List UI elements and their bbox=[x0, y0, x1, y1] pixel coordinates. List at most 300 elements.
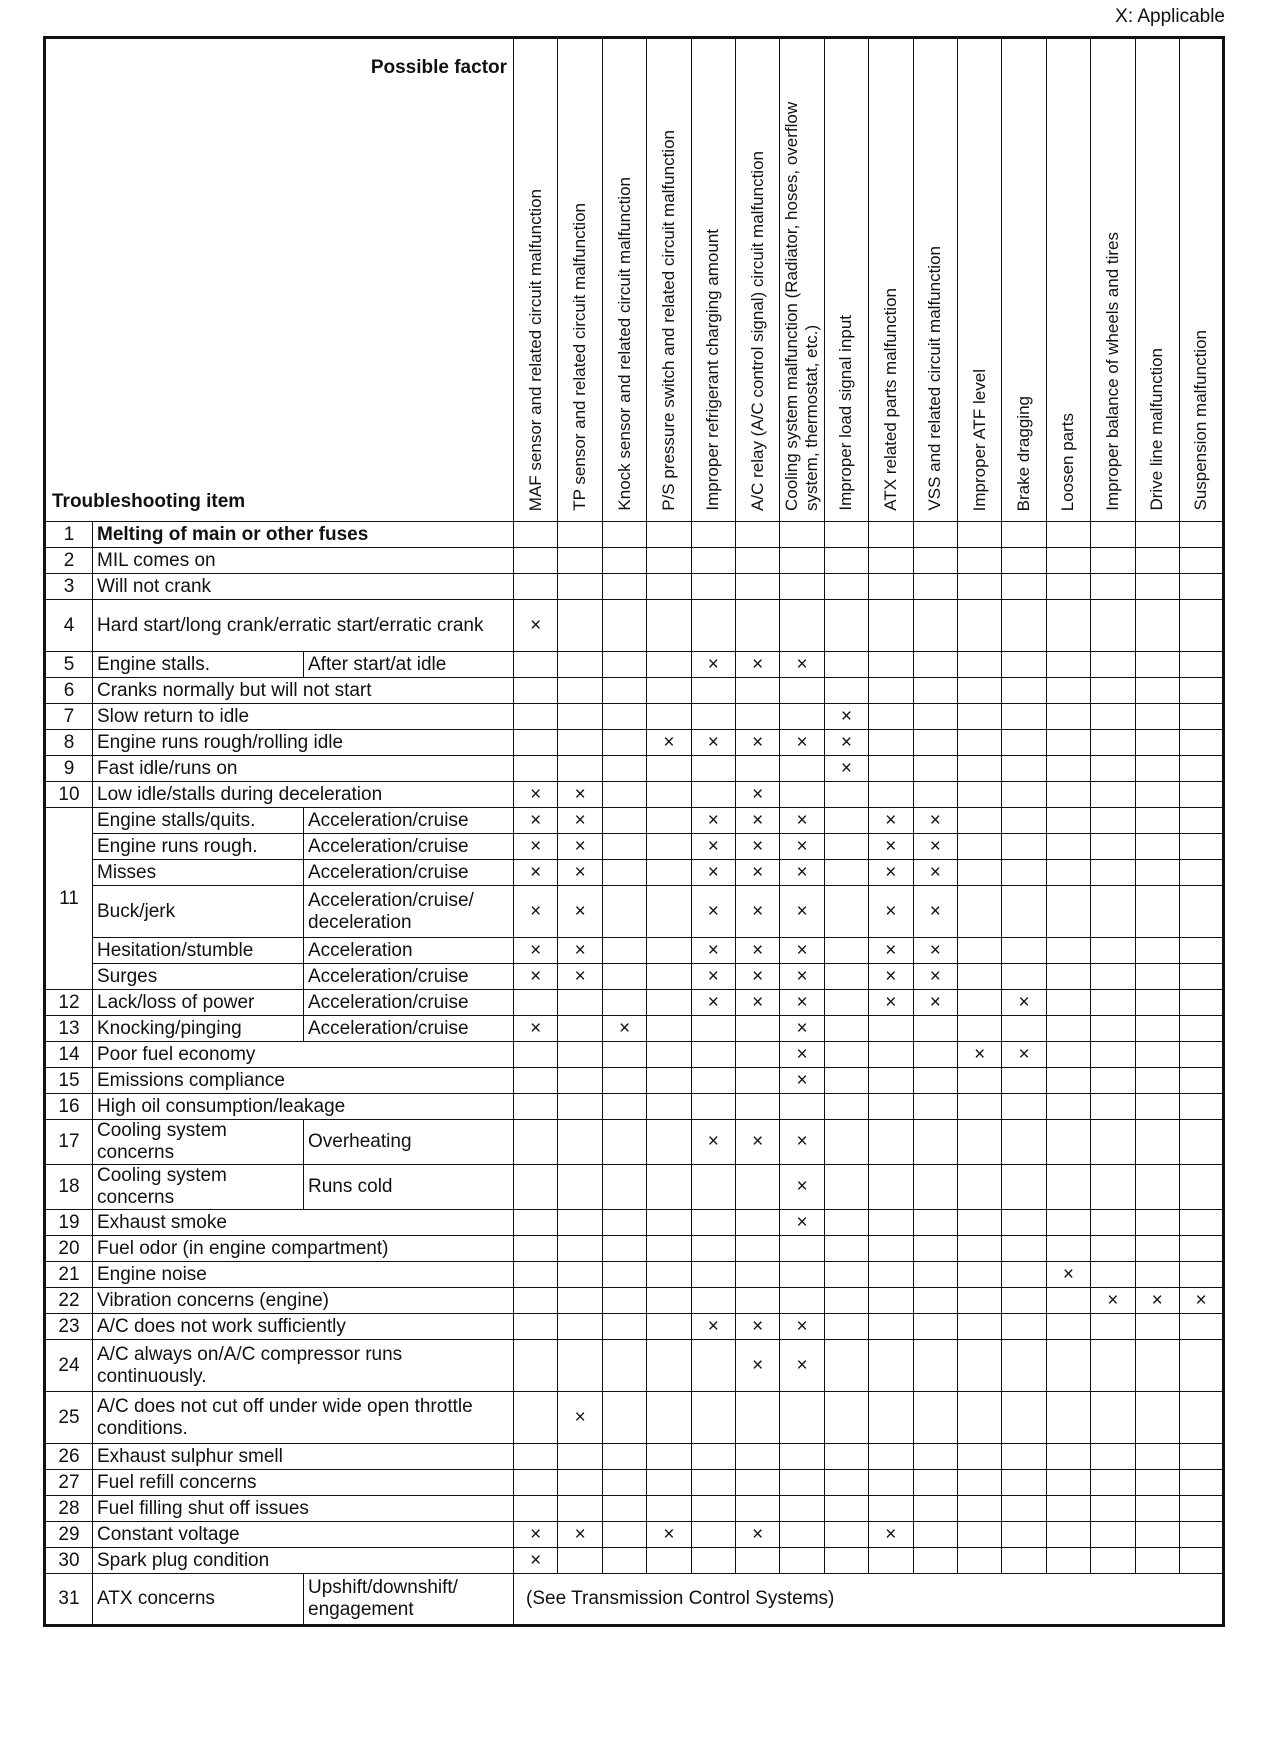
matrix-cell bbox=[1179, 1094, 1223, 1120]
matrix-cell bbox=[780, 600, 824, 652]
matrix-cell bbox=[691, 1068, 735, 1094]
matrix-cell bbox=[869, 1470, 913, 1496]
matrix-cell bbox=[869, 522, 913, 548]
matrix-cell bbox=[1002, 548, 1046, 574]
item-description: Constant voltage bbox=[93, 1522, 514, 1548]
factor-label: P/S pressure switch and related circuit malfunction bbox=[658, 130, 678, 511]
matrix-cell bbox=[913, 652, 957, 678]
matrix-cell bbox=[602, 678, 646, 704]
matrix-cell bbox=[957, 1314, 1001, 1340]
matrix-cell bbox=[602, 548, 646, 574]
matrix-cell bbox=[735, 1165, 779, 1210]
matrix-cell bbox=[957, 1522, 1001, 1548]
applicable-mark: × bbox=[780, 1016, 824, 1042]
matrix-cell bbox=[1179, 938, 1223, 964]
factor-label: Cooling system malfunction (Radiator, hoses, overflow system, thermostat, etc.) bbox=[782, 101, 822, 511]
matrix-cell bbox=[824, 1042, 868, 1068]
matrix-cell bbox=[824, 1068, 868, 1094]
matrix-cell bbox=[647, 1470, 691, 1496]
item-condition: Acceleration/cruise bbox=[304, 834, 514, 860]
matrix-cell bbox=[647, 1288, 691, 1314]
table-row bbox=[45, 860, 1224, 886]
matrix-cell bbox=[1135, 704, 1179, 730]
matrix-cell bbox=[558, 730, 602, 756]
matrix-cell bbox=[1002, 964, 1046, 990]
item-description: Cooling system concerns bbox=[93, 1120, 304, 1165]
factor-header bbox=[1091, 38, 1135, 522]
matrix-cell bbox=[691, 1288, 735, 1314]
matrix-cell bbox=[1091, 704, 1135, 730]
item-number: 6 bbox=[45, 678, 93, 704]
item-description: Surges bbox=[93, 964, 304, 990]
matrix-cell bbox=[780, 1262, 824, 1288]
applicable-mark: × bbox=[780, 938, 824, 964]
applicable-mark: × bbox=[780, 1314, 824, 1340]
matrix-cell bbox=[1135, 782, 1179, 808]
matrix-cell bbox=[1002, 652, 1046, 678]
matrix-cell bbox=[1135, 600, 1179, 652]
applicable-mark: × bbox=[514, 1548, 558, 1574]
factor-label: Improper balance of wheels and tires bbox=[1102, 232, 1122, 511]
applicable-mark: × bbox=[735, 860, 779, 886]
matrix-cell bbox=[1179, 756, 1223, 782]
matrix-cell bbox=[558, 600, 602, 652]
matrix-cell bbox=[869, 678, 913, 704]
matrix-cell bbox=[735, 574, 779, 600]
matrix-cell bbox=[869, 1262, 913, 1288]
matrix-cell bbox=[558, 1094, 602, 1120]
matrix-cell bbox=[1179, 1236, 1223, 1262]
matrix-cell bbox=[1135, 1444, 1179, 1470]
matrix-cell bbox=[1179, 808, 1223, 834]
matrix-cell bbox=[602, 938, 646, 964]
matrix-cell bbox=[957, 652, 1001, 678]
matrix-cell bbox=[1179, 1392, 1223, 1444]
matrix-cell bbox=[647, 1548, 691, 1574]
matrix-cell bbox=[780, 1548, 824, 1574]
item-number: 11 bbox=[45, 808, 93, 990]
applicable-mark: × bbox=[735, 808, 779, 834]
matrix-cell bbox=[824, 1392, 868, 1444]
item-number: 19 bbox=[45, 1210, 93, 1236]
applicable-mark: × bbox=[780, 652, 824, 678]
matrix-cell bbox=[1135, 860, 1179, 886]
factor-header bbox=[1135, 38, 1179, 522]
matrix-cell bbox=[1179, 782, 1223, 808]
matrix-cell bbox=[1002, 1548, 1046, 1574]
factor-header bbox=[957, 38, 1001, 522]
table-row bbox=[45, 1068, 1224, 1094]
matrix-cell bbox=[1179, 600, 1223, 652]
matrix-cell bbox=[824, 1340, 868, 1392]
applicable-mark: × bbox=[691, 730, 735, 756]
matrix-cell bbox=[602, 1236, 646, 1262]
matrix-cell bbox=[869, 1548, 913, 1574]
matrix-cell bbox=[1046, 600, 1090, 652]
matrix-cell bbox=[735, 678, 779, 704]
item-number: 27 bbox=[45, 1470, 93, 1496]
matrix-cell bbox=[913, 1496, 957, 1522]
matrix-cell bbox=[869, 1392, 913, 1444]
matrix-cell bbox=[602, 1210, 646, 1236]
matrix-cell bbox=[1179, 574, 1223, 600]
matrix-cell bbox=[1002, 574, 1046, 600]
applicable-mark: × bbox=[869, 1522, 913, 1548]
matrix-cell bbox=[1091, 600, 1135, 652]
item-condition: Overheating bbox=[304, 1120, 514, 1165]
item-description: Fuel refill concerns bbox=[93, 1470, 514, 1496]
matrix-cell bbox=[1046, 1340, 1090, 1392]
matrix-cell bbox=[824, 1314, 868, 1340]
matrix-cell bbox=[691, 1016, 735, 1042]
item-description: Engine runs rough. bbox=[93, 834, 304, 860]
matrix-cell bbox=[1046, 730, 1090, 756]
factor-header bbox=[869, 38, 913, 522]
applicable-mark: × bbox=[691, 1120, 735, 1165]
matrix-cell bbox=[514, 1210, 558, 1236]
item-description: High oil consumption/leakage bbox=[93, 1094, 514, 1120]
matrix-cell bbox=[1135, 678, 1179, 704]
matrix-cell bbox=[558, 756, 602, 782]
matrix-cell bbox=[1179, 1340, 1223, 1392]
matrix-cell bbox=[647, 1392, 691, 1444]
matrix-cell bbox=[602, 808, 646, 834]
matrix-cell bbox=[691, 1522, 735, 1548]
applicable-mark: × bbox=[558, 964, 602, 990]
applicable-mark: × bbox=[514, 782, 558, 808]
matrix-cell bbox=[1002, 1522, 1046, 1548]
applicable-mark: × bbox=[1002, 1042, 1046, 1068]
matrix-cell bbox=[514, 1042, 558, 1068]
matrix-cell bbox=[735, 1262, 779, 1288]
matrix-cell bbox=[1046, 1288, 1090, 1314]
matrix-cell bbox=[1179, 834, 1223, 860]
item-description: A/C does not work sufficiently bbox=[93, 1314, 514, 1340]
matrix-cell bbox=[647, 704, 691, 730]
matrix-cell bbox=[735, 1548, 779, 1574]
matrix-cell bbox=[602, 1340, 646, 1392]
item-number: 3 bbox=[45, 574, 93, 600]
factor-label: Drive line malfunction bbox=[1147, 348, 1167, 511]
item-description: A/C always on/A/C compressor runs continuously. bbox=[93, 1340, 514, 1392]
matrix-cell bbox=[558, 678, 602, 704]
matrix-cell bbox=[1046, 1120, 1090, 1165]
matrix-cell bbox=[913, 1165, 957, 1210]
matrix-cell bbox=[602, 782, 646, 808]
matrix-cell bbox=[647, 1165, 691, 1210]
applicable-mark: × bbox=[514, 1522, 558, 1548]
header-row bbox=[45, 38, 1224, 522]
matrix-cell bbox=[691, 1094, 735, 1120]
matrix-cell bbox=[957, 756, 1001, 782]
applicable-mark: × bbox=[735, 834, 779, 860]
matrix-cell bbox=[869, 782, 913, 808]
matrix-cell bbox=[647, 964, 691, 990]
matrix-cell bbox=[1046, 756, 1090, 782]
matrix-cell bbox=[1091, 808, 1135, 834]
table-row bbox=[45, 756, 1224, 782]
matrix-cell bbox=[1046, 678, 1090, 704]
matrix-cell bbox=[824, 834, 868, 860]
matrix-cell bbox=[824, 1288, 868, 1314]
item-condition: Acceleration bbox=[304, 938, 514, 964]
matrix-cell bbox=[647, 574, 691, 600]
item-description: Engine noise bbox=[93, 1262, 514, 1288]
matrix-cell bbox=[558, 1120, 602, 1165]
matrix-cell bbox=[1002, 1165, 1046, 1210]
matrix-cell bbox=[824, 938, 868, 964]
item-description: Misses bbox=[93, 860, 304, 886]
matrix-cell bbox=[957, 990, 1001, 1016]
matrix-cell bbox=[514, 1288, 558, 1314]
applicable-mark: × bbox=[514, 964, 558, 990]
matrix-cell bbox=[1179, 548, 1223, 574]
matrix-cell bbox=[1046, 652, 1090, 678]
matrix-cell bbox=[647, 1496, 691, 1522]
matrix-cell bbox=[1091, 652, 1135, 678]
item-description: Exhaust smoke bbox=[93, 1210, 514, 1236]
matrix-cell bbox=[602, 1120, 646, 1165]
matrix-cell bbox=[1002, 1444, 1046, 1470]
matrix-cell bbox=[647, 1094, 691, 1120]
applicable-mark: × bbox=[735, 1522, 779, 1548]
item-number: 12 bbox=[45, 990, 93, 1016]
matrix-cell bbox=[691, 1236, 735, 1262]
matrix-cell bbox=[735, 1496, 779, 1522]
item-description: Engine stalls/quits. bbox=[93, 808, 304, 834]
matrix-cell bbox=[869, 1288, 913, 1314]
item-number: 29 bbox=[45, 1522, 93, 1548]
matrix-cell bbox=[602, 756, 646, 782]
matrix-cell bbox=[1179, 1016, 1223, 1042]
matrix-cell bbox=[1002, 522, 1046, 548]
matrix-cell bbox=[780, 1236, 824, 1262]
matrix-cell bbox=[558, 522, 602, 548]
matrix-cell bbox=[602, 1094, 646, 1120]
matrix-cell bbox=[1091, 1496, 1135, 1522]
matrix-cell bbox=[869, 730, 913, 756]
matrix-cell bbox=[558, 1165, 602, 1210]
matrix-cell bbox=[824, 1165, 868, 1210]
applicable-mark: × bbox=[735, 1120, 779, 1165]
item-description: Low idle/stalls during deceleration bbox=[93, 782, 514, 808]
table-row bbox=[45, 1314, 1224, 1340]
matrix-cell bbox=[1179, 1314, 1223, 1340]
table-row bbox=[45, 1522, 1224, 1548]
item-condition: Acceleration/cruise bbox=[304, 860, 514, 886]
factor-header bbox=[602, 38, 646, 522]
applicable-mark: × bbox=[647, 730, 691, 756]
matrix-cell bbox=[735, 704, 779, 730]
applicable-mark: × bbox=[558, 1392, 602, 1444]
item-description: Hard start/long crank/erratic start/erratic crank bbox=[93, 600, 514, 652]
factor-header bbox=[647, 38, 691, 522]
matrix-cell bbox=[602, 1496, 646, 1522]
matrix-cell bbox=[957, 1496, 1001, 1522]
matrix-cell bbox=[1091, 1094, 1135, 1120]
item-description: Poor fuel economy bbox=[93, 1042, 514, 1068]
applicable-mark: × bbox=[735, 1340, 779, 1392]
matrix-cell bbox=[1046, 808, 1090, 834]
matrix-cell bbox=[602, 600, 646, 652]
matrix-cell bbox=[647, 990, 691, 1016]
matrix-cell bbox=[1135, 886, 1179, 938]
matrix-cell bbox=[514, 522, 558, 548]
table-row bbox=[45, 808, 1224, 834]
matrix-cell bbox=[1091, 782, 1135, 808]
matrix-cell bbox=[1179, 652, 1223, 678]
matrix-cell bbox=[1135, 1522, 1179, 1548]
matrix-cell bbox=[1135, 1262, 1179, 1288]
matrix-cell bbox=[1135, 574, 1179, 600]
matrix-cell bbox=[735, 1068, 779, 1094]
matrix-cell bbox=[602, 1522, 646, 1548]
table-row bbox=[45, 938, 1224, 964]
item-description: Knocking/pinging bbox=[93, 1016, 304, 1042]
applicable-mark: × bbox=[824, 730, 868, 756]
matrix-cell bbox=[1179, 1068, 1223, 1094]
item-number: 21 bbox=[45, 1262, 93, 1288]
table-row bbox=[45, 678, 1224, 704]
matrix-cell bbox=[1002, 1210, 1046, 1236]
matrix-cell bbox=[558, 1016, 602, 1042]
item-number: 8 bbox=[45, 730, 93, 756]
matrix-cell bbox=[1091, 1016, 1135, 1042]
matrix-cell bbox=[1046, 1068, 1090, 1094]
matrix-cell bbox=[1179, 1210, 1223, 1236]
matrix-cell bbox=[691, 1042, 735, 1068]
matrix-cell bbox=[913, 1068, 957, 1094]
matrix-cell bbox=[1091, 522, 1135, 548]
matrix-cell bbox=[824, 1016, 868, 1042]
item-number: 23 bbox=[45, 1314, 93, 1340]
matrix-cell bbox=[647, 678, 691, 704]
matrix-cell bbox=[514, 1444, 558, 1470]
matrix-cell bbox=[1091, 1210, 1135, 1236]
item-description: Lack/loss of power bbox=[93, 990, 304, 1016]
matrix-cell bbox=[1179, 990, 1223, 1016]
applicable-mark: × bbox=[780, 964, 824, 990]
matrix-cell bbox=[558, 990, 602, 1016]
matrix-cell bbox=[957, 964, 1001, 990]
matrix-cell bbox=[1091, 1392, 1135, 1444]
applicable-mark: × bbox=[691, 834, 735, 860]
matrix-cell bbox=[824, 1094, 868, 1120]
matrix-cell bbox=[1046, 1094, 1090, 1120]
matrix-cell bbox=[780, 704, 824, 730]
applicable-mark: × bbox=[780, 1210, 824, 1236]
matrix-cell bbox=[514, 1068, 558, 1094]
applicable-mark: × bbox=[869, 886, 913, 938]
matrix-cell bbox=[514, 652, 558, 678]
factor-label: Improper ATF level bbox=[969, 368, 989, 511]
matrix-cell bbox=[957, 1548, 1001, 1574]
matrix-cell bbox=[735, 1288, 779, 1314]
item-number: 26 bbox=[45, 1444, 93, 1470]
legend-applicable: X: Applicable bbox=[1115, 6, 1225, 27]
matrix-cell bbox=[824, 1210, 868, 1236]
matrix-cell bbox=[647, 1340, 691, 1392]
matrix-cell bbox=[957, 730, 1001, 756]
matrix-cell bbox=[824, 886, 868, 938]
table-row bbox=[45, 1210, 1224, 1236]
matrix-cell bbox=[1046, 1314, 1090, 1340]
matrix-cell bbox=[1046, 1210, 1090, 1236]
factor-header bbox=[735, 38, 779, 522]
matrix-cell bbox=[780, 756, 824, 782]
matrix-cell bbox=[824, 678, 868, 704]
table-row bbox=[45, 886, 1224, 938]
matrix-cell bbox=[602, 1042, 646, 1068]
factor-header bbox=[514, 38, 558, 522]
applicable-mark: × bbox=[514, 938, 558, 964]
matrix-cell bbox=[957, 1016, 1001, 1042]
matrix-cell bbox=[735, 1236, 779, 1262]
matrix-cell bbox=[780, 782, 824, 808]
matrix-cell bbox=[913, 1444, 957, 1470]
matrix-cell bbox=[735, 1042, 779, 1068]
matrix-cell bbox=[957, 574, 1001, 600]
applicable-mark: × bbox=[780, 1042, 824, 1068]
item-description: Fuel odor (in engine compartment) bbox=[93, 1236, 514, 1262]
matrix-cell bbox=[780, 522, 824, 548]
applicable-mark: × bbox=[780, 730, 824, 756]
matrix-cell bbox=[1046, 522, 1090, 548]
factor-label: Loosen parts bbox=[1058, 412, 1078, 511]
applicable-mark: × bbox=[869, 808, 913, 834]
item-condition: Acceleration/cruise bbox=[304, 964, 514, 990]
table-row bbox=[45, 1236, 1224, 1262]
applicable-mark: × bbox=[735, 652, 779, 678]
matrix-cell bbox=[1091, 1548, 1135, 1574]
matrix-cell bbox=[691, 1165, 735, 1210]
matrix-cell bbox=[602, 704, 646, 730]
item-description: Engine stalls. bbox=[93, 652, 304, 678]
matrix-cell bbox=[869, 1236, 913, 1262]
matrix-cell bbox=[647, 548, 691, 574]
matrix-cell bbox=[1091, 756, 1135, 782]
factor-header bbox=[1046, 38, 1090, 522]
item-number: 1 bbox=[45, 522, 93, 548]
matrix-cell bbox=[558, 548, 602, 574]
matrix-cell bbox=[913, 756, 957, 782]
applicable-mark: × bbox=[735, 782, 779, 808]
matrix-cell bbox=[602, 1262, 646, 1288]
matrix-cell bbox=[869, 1165, 913, 1210]
factor-header bbox=[824, 38, 868, 522]
applicable-mark: × bbox=[558, 834, 602, 860]
matrix-cell bbox=[558, 574, 602, 600]
matrix-cell bbox=[514, 1314, 558, 1340]
factor-label: Brake dragging bbox=[1014, 395, 1034, 511]
matrix-cell bbox=[869, 1496, 913, 1522]
table-row bbox=[45, 574, 1224, 600]
matrix-cell bbox=[647, 1210, 691, 1236]
applicable-mark: × bbox=[869, 964, 913, 990]
applicable-mark: × bbox=[691, 964, 735, 990]
matrix-cell bbox=[869, 1314, 913, 1340]
table-row bbox=[45, 964, 1224, 990]
matrix-cell bbox=[1046, 834, 1090, 860]
matrix-cell bbox=[514, 1470, 558, 1496]
matrix-cell bbox=[1179, 860, 1223, 886]
applicable-mark: × bbox=[647, 1522, 691, 1548]
matrix-cell bbox=[558, 704, 602, 730]
matrix-cell bbox=[957, 600, 1001, 652]
matrix-cell bbox=[735, 756, 779, 782]
matrix-cell bbox=[824, 1236, 868, 1262]
matrix-cell bbox=[957, 1340, 1001, 1392]
